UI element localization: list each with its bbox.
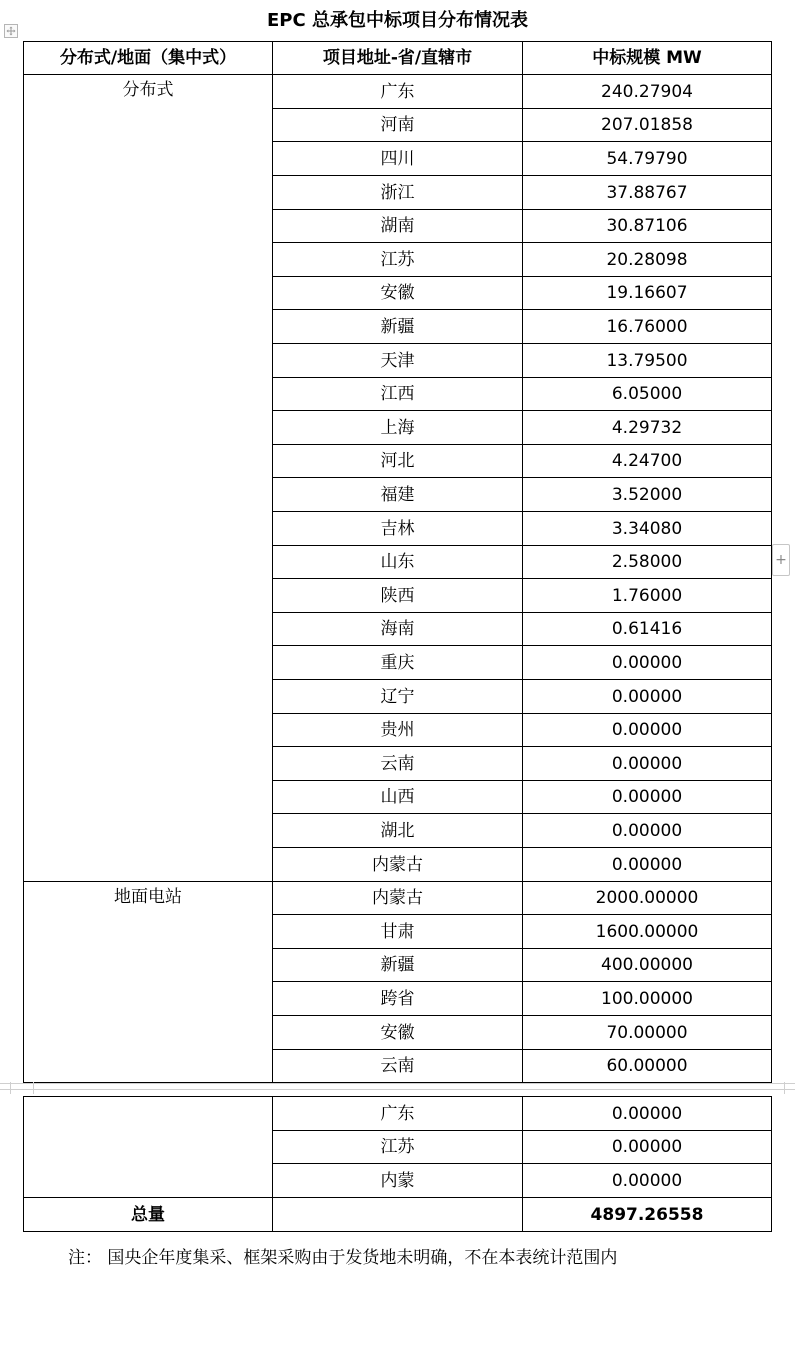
- capacity-cell: 0.00000: [523, 1164, 772, 1198]
- location-cell: 重庆: [273, 646, 523, 680]
- capacity-cell: 16.76000: [523, 310, 772, 344]
- category-cell: 地面电站: [24, 882, 273, 1083]
- location-cell: 海南: [273, 613, 523, 646]
- location-cell: 安徽: [273, 1016, 523, 1050]
- location-cell: 广东: [273, 1097, 523, 1131]
- location-cell: 河南: [273, 109, 523, 142]
- table-header-row: [24, 42, 772, 75]
- capacity-cell: 0.00000: [523, 848, 772, 882]
- table-row: [24, 1097, 772, 1131]
- capacity-cell: 37.88767: [523, 176, 772, 210]
- location-cell: 浙江: [273, 176, 523, 210]
- capacity-cell: 54.79790: [523, 142, 772, 176]
- capacity-cell: 0.00000: [523, 714, 772, 747]
- total-row: [24, 1198, 772, 1232]
- table-body: [24, 75, 772, 1083]
- location-cell: 天津: [273, 344, 523, 378]
- capacity-cell: 2.58000: [523, 546, 772, 579]
- location-cell: 贵州: [273, 714, 523, 747]
- location-cell: 四川: [273, 142, 523, 176]
- location-cell: 内蒙: [273, 1164, 523, 1198]
- capacity-cell: 240.27904: [523, 75, 772, 109]
- table-split-marker: [0, 1082, 795, 1096]
- location-cell: 江苏: [273, 243, 523, 277]
- header-category: 分布式/地面（集中式）: [24, 42, 273, 75]
- capacity-cell: 0.61416: [523, 613, 772, 646]
- location-cell: 内蒙古: [273, 882, 523, 915]
- capacity-cell: 70.00000: [523, 1016, 772, 1050]
- location-cell: 江西: [273, 378, 523, 411]
- capacity-cell: 0.00000: [523, 1131, 772, 1164]
- table-row: [24, 882, 772, 915]
- capacity-cell: 60.00000: [523, 1050, 772, 1083]
- supplementary-table-body: [24, 1097, 772, 1232]
- capacity-cell: 0.00000: [523, 814, 772, 848]
- capacity-cell: 4.24700: [523, 445, 772, 478]
- location-cell: 新疆: [273, 949, 523, 982]
- capacity-cell: 0.00000: [523, 1097, 772, 1131]
- category-cell: 分布式: [24, 75, 273, 882]
- category-cell: [24, 1097, 273, 1198]
- location-cell: 广东: [273, 75, 523, 109]
- table-row: [24, 75, 772, 109]
- location-cell: 上海: [273, 411, 523, 445]
- total-label: 总量: [24, 1198, 273, 1232]
- capacity-cell: 30.87106: [523, 210, 772, 243]
- location-cell: 湖南: [273, 210, 523, 243]
- capacity-cell: 0.00000: [523, 781, 772, 814]
- add-column-handle[interactable]: [772, 544, 790, 576]
- footnote: 注： 国央企年度集采、框架采购由于发货地未明确，不在本表统计范围内: [68, 1248, 618, 1268]
- location-cell: 湖北: [273, 814, 523, 848]
- capacity-cell: 207.01858: [523, 109, 772, 142]
- capacity-cell: 0.00000: [523, 680, 772, 714]
- capacity-cell: 6.05000: [523, 378, 772, 411]
- capacity-cell: 0.00000: [523, 747, 772, 781]
- location-cell: 甘肃: [273, 915, 523, 949]
- header-location: 项目地址-省/直辖市: [273, 42, 523, 75]
- location-cell: 河北: [273, 445, 523, 478]
- capacity-cell: 20.28098: [523, 243, 772, 277]
- capacity-cell: 4.29732: [523, 411, 772, 445]
- location-cell: 江苏: [273, 1131, 523, 1164]
- capacity-cell: 3.52000: [523, 478, 772, 512]
- total-location: [273, 1198, 523, 1232]
- table-title: EPC 总承包中标项目分布情况表: [267, 10, 528, 31]
- location-cell: 辽宁: [273, 680, 523, 714]
- capacity-cell: 1.76000: [523, 579, 772, 613]
- location-cell: 陕西: [273, 579, 523, 613]
- capacity-cell: 13.79500: [523, 344, 772, 378]
- table-move-handle[interactable]: [4, 24, 18, 38]
- capacity-cell: 2000.00000: [523, 882, 772, 915]
- capacity-cell: 19.16607: [523, 277, 772, 310]
- supplementary-table: [23, 1096, 772, 1232]
- location-cell: 安徽: [273, 277, 523, 310]
- location-cell: 山东: [273, 546, 523, 579]
- header-capacity: 中标规模 MW: [523, 42, 772, 75]
- move-arrows-icon: [6, 26, 16, 36]
- capacity-cell: 1600.00000: [523, 915, 772, 949]
- location-cell: 山西: [273, 781, 523, 814]
- location-cell: 新疆: [273, 310, 523, 344]
- capacity-cell: 3.34080: [523, 512, 772, 546]
- location-cell: 福建: [273, 478, 523, 512]
- plus-icon: +: [775, 552, 787, 568]
- location-cell: 跨省: [273, 982, 523, 1016]
- location-cell: 吉林: [273, 512, 523, 546]
- distribution-table: [23, 41, 772, 1083]
- capacity-cell: 0.00000: [523, 646, 772, 680]
- location-cell: 云南: [273, 1050, 523, 1083]
- capacity-cell: 400.00000: [523, 949, 772, 982]
- location-cell: 云南: [273, 747, 523, 781]
- capacity-cell: 100.00000: [523, 982, 772, 1016]
- total-value: 4897.26558: [523, 1198, 772, 1232]
- location-cell: 内蒙古: [273, 848, 523, 882]
